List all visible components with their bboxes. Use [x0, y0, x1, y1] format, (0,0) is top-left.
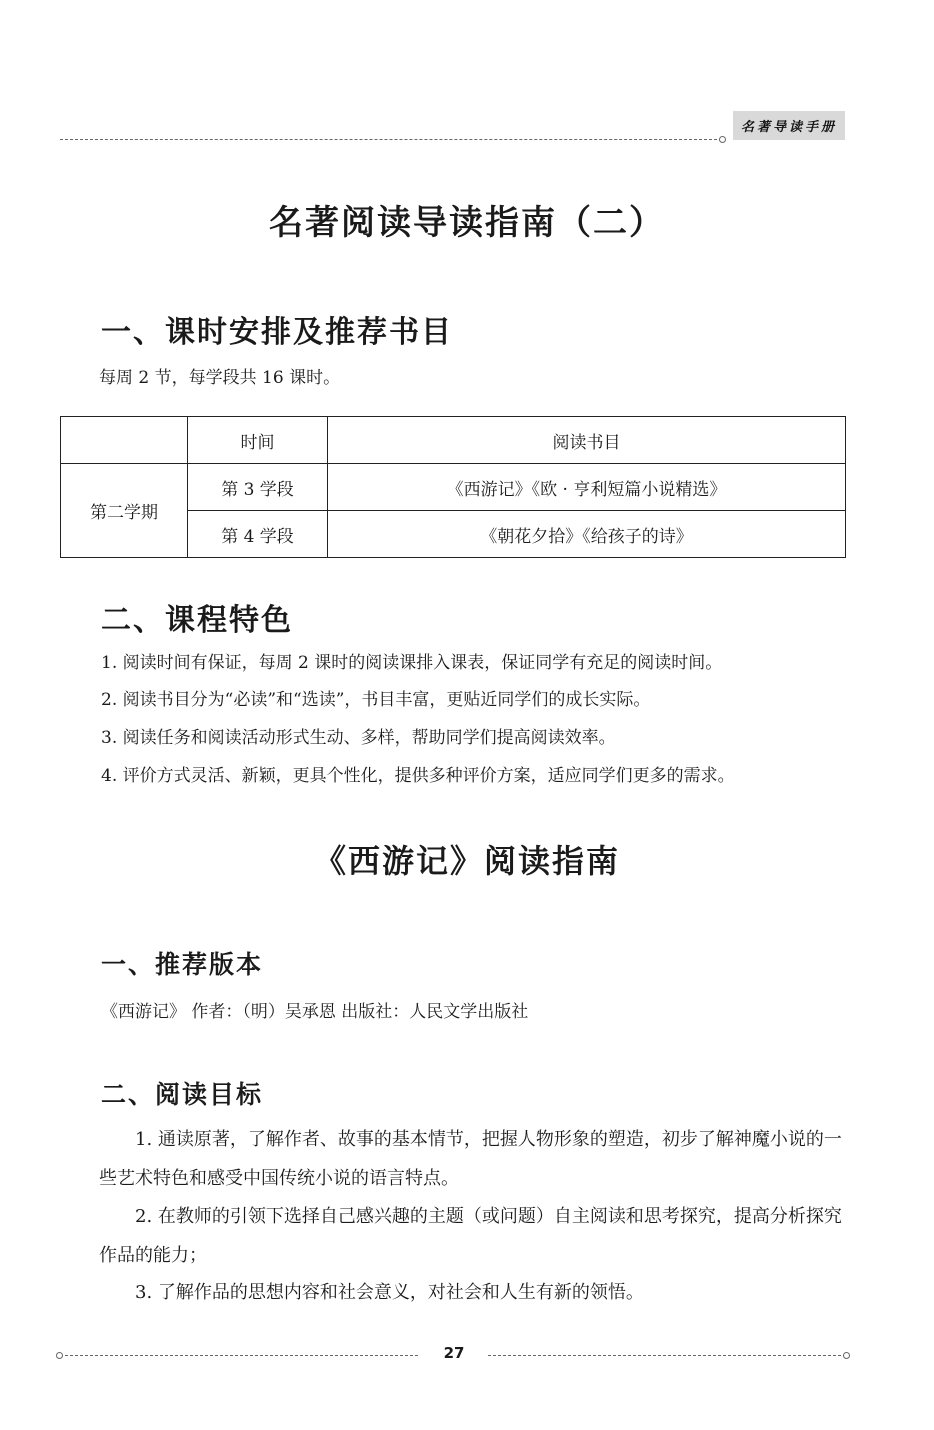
table-header-cell: 时间	[188, 417, 328, 464]
books-cell: 《朝花夕拾》《给孩子的诗》	[328, 511, 846, 558]
footer-dashed-rule-left	[60, 1355, 418, 1356]
term-cell: 第二学期	[61, 464, 188, 558]
period-cell: 第 3 学段	[188, 464, 328, 511]
feature-item: 2. 阅读书目分为“必读”和“选读”，书目丰富，更贴近同学们的成长实际。	[101, 690, 651, 710]
running-header-tag: 名著导读手册	[733, 111, 845, 140]
table-row	[61, 464, 846, 511]
books-cell: 《西游记》《欧 · 亨利短篇小说精选》	[328, 464, 846, 511]
section-heading-features: 二、课程特色	[101, 603, 293, 638]
table-header-row	[61, 417, 846, 464]
goal-paragraph: 2. 在教师的引领下选择自己感兴趣的主题（或问题）自主阅读和思考探究，提高分析探究作品的能力；	[99, 1206, 842, 1266]
schedule-note: 每周 2 节，每学段共 16 课时。	[99, 368, 341, 388]
feature-item: 4. 评价方式灵活、新颖，更具个性化，提供多种评价方案，适应同学们更多的需求。	[101, 766, 735, 786]
table-header-cell	[61, 417, 188, 464]
section-heading-edition: 一、推荐版本	[101, 950, 264, 979]
section-heading-goals: 二、阅读目标	[101, 1080, 264, 1109]
feature-item: 3. 阅读任务和阅读活动形式生动、多样，帮助同学们提高阅读效率。	[101, 728, 616, 748]
schedule-table	[60, 416, 846, 558]
goal-paragraph: 3. 了解作品的思想内容和社会意义，对社会和人生有新的领悟。	[135, 1282, 644, 1303]
feature-item: 1. 阅读时间有保证，每周 2 课时的阅读课排入课表，保证同学有充足的阅读时间。	[101, 653, 723, 673]
section-heading-schedule: 一、课时安排及推荐书目	[101, 315, 453, 350]
rule-end-dot	[719, 136, 726, 143]
rule-end-dot	[56, 1352, 63, 1359]
edition-text: 《西游记》 作者：（明）吴承恩 出版社：人民文学出版社	[101, 1002, 529, 1022]
period-cell: 第 4 学段	[188, 511, 328, 558]
header-dashed-rule	[60, 139, 722, 140]
footer-dashed-rule-right	[488, 1355, 846, 1356]
rule-end-dot	[843, 1352, 850, 1359]
page-number: 27	[443, 1344, 465, 1362]
page-title: 名著阅读导读指南（二）	[269, 203, 665, 243]
goal-paragraph: 1. 通读原著，了解作者、故事的基本情节，把握人物形象的塑造，初步了解神魔小说的一些艺术特色和感受中国传统小说的语言特点。	[99, 1129, 842, 1189]
guide-title: 《西游记》阅读指南	[313, 842, 620, 880]
table-header-cell: 阅读书目	[328, 417, 846, 464]
